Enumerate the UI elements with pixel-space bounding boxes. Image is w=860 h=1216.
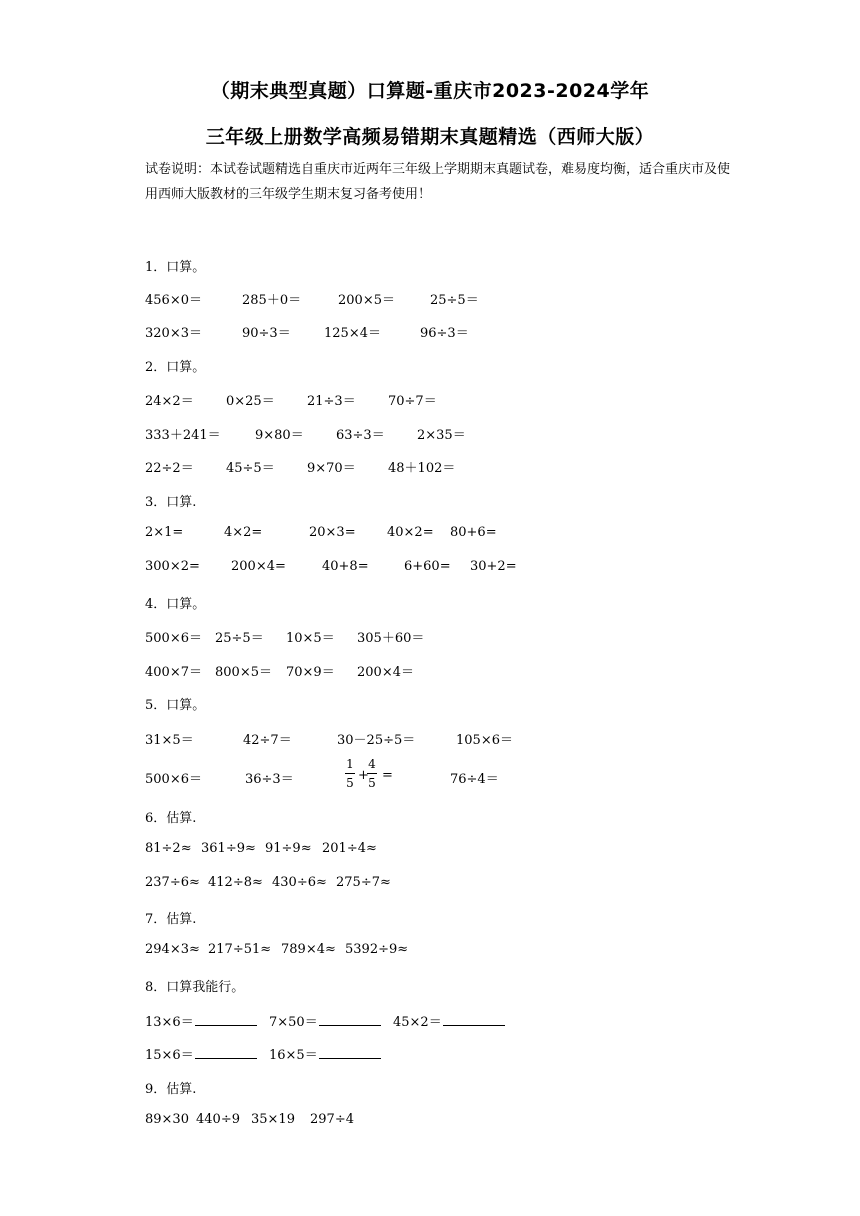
question-9-label: 9．估算.: [145, 1082, 197, 1097]
problem: 320×3＝: [145, 326, 202, 341]
fraction-bar: [367, 773, 377, 774]
problem: 2×1=: [145, 525, 184, 540]
answer-blank[interactable]: [319, 1046, 381, 1059]
problem: 4×2=: [224, 525, 263, 540]
problem: 45×2＝: [393, 1011, 505, 1030]
problem: 217÷51≈: [208, 942, 272, 957]
problem: 200×4=: [231, 559, 286, 574]
problem: 285＋0＝: [242, 293, 302, 308]
problem: 6+60=: [404, 559, 451, 574]
problem: 40×2=: [387, 525, 434, 540]
problem: 30+2=: [470, 559, 517, 574]
problem: 25÷5＝: [215, 631, 264, 646]
numerator: 4: [368, 757, 376, 771]
problem: 70×9＝: [286, 665, 335, 680]
answer-blank[interactable]: [319, 1013, 381, 1026]
denominator: 5: [346, 776, 354, 790]
problem: 9×80＝: [255, 428, 304, 443]
problem: 0×25＝: [226, 394, 275, 409]
answer-blank[interactable]: [195, 1046, 257, 1059]
problem: 42÷7＝: [243, 733, 292, 748]
exam-intro: 试卷说明：本试卷试题精选自重庆市近两年三年级上学期期末真题试卷，难易度均衡，适合重庆市及使用西师大版教材的三年级学生期末复习备考使用！: [145, 162, 731, 202]
problem: 789×4≈: [281, 942, 336, 957]
problem: 7×50＝: [269, 1011, 381, 1030]
fraction-1-5: [345, 757, 355, 790]
fraction-bar: [345, 773, 355, 774]
problem: 800×5＝: [215, 665, 272, 680]
question-8-label: 8．口算我能行。: [145, 980, 245, 995]
problem: 48＋102＝: [388, 461, 456, 476]
question-1-label: 1．口算。: [145, 260, 206, 275]
question-2-label: 2．口算。: [145, 360, 206, 375]
problem: 105×6＝: [456, 733, 513, 748]
problem: 80+6=: [450, 525, 497, 540]
equals-sign: =: [382, 768, 393, 783]
plus-sign: +: [358, 768, 369, 783]
problem: 20×3=: [309, 525, 356, 540]
problem: 237÷6≈: [145, 875, 200, 890]
question-6-label: 6．估算.: [145, 811, 197, 826]
problem: 300×2=: [145, 559, 200, 574]
problem: 22÷2＝: [145, 461, 194, 476]
problem: 15×6＝: [145, 1044, 257, 1063]
problem: 40+8=: [322, 559, 369, 574]
fraction-4-5: [367, 757, 377, 790]
problem: 96÷3＝: [420, 326, 469, 341]
problem: 45÷5＝: [226, 461, 275, 476]
problem: 30－25÷5＝: [337, 733, 416, 748]
title-line-2: 三年级上册数学高频易错期末真题精选（西师大版）: [205, 126, 655, 148]
problem: 500×6＝: [145, 772, 202, 787]
problem: 89×30: [145, 1112, 189, 1127]
problem: 31×5＝: [145, 733, 194, 748]
problem: 70÷7＝: [388, 394, 437, 409]
problem: 297÷4: [310, 1112, 354, 1127]
question-4-label: 4．口算。: [145, 597, 206, 612]
problem: 456×0＝: [145, 293, 202, 308]
problem: 361÷9≈: [201, 841, 256, 856]
answer-blank[interactable]: [443, 1013, 505, 1026]
problem: 81÷2≈: [145, 841, 192, 856]
problem: 24×2＝: [145, 394, 194, 409]
problem: 90÷3＝: [242, 326, 291, 341]
problem: 412÷8≈: [208, 875, 263, 890]
problem: 430÷6≈: [272, 875, 327, 890]
problem: 200×4＝: [357, 665, 414, 680]
problem: 63÷3＝: [336, 428, 385, 443]
problem: 13×6＝: [145, 1011, 257, 1030]
problem: 440÷9: [196, 1112, 240, 1127]
problem: 91÷9≈: [265, 841, 312, 856]
numerator: 1: [346, 757, 354, 771]
problem: 305＋60＝: [357, 631, 425, 646]
problem: 400×7＝: [145, 665, 202, 680]
title-line-1: （期末典型真题）口算题-重庆市2023-2024学年: [210, 80, 650, 102]
problem: 76÷4＝: [450, 772, 499, 787]
question-5-label: 5．口算。: [145, 698, 206, 713]
problem: 500×6＝: [145, 631, 202, 646]
problem: 5392÷9≈: [345, 942, 409, 957]
denominator: 5: [368, 776, 376, 790]
question-7-label: 7．估算.: [145, 912, 197, 927]
problem: 333＋241＝: [145, 428, 221, 443]
problem: 35×19: [251, 1112, 295, 1127]
problem: 294×3≈: [145, 942, 200, 957]
problem: 25÷5＝: [430, 293, 479, 308]
problem: 21÷3＝: [307, 394, 356, 409]
problem: 36÷3＝: [245, 772, 294, 787]
question-3-label: 3．口算.: [145, 495, 197, 510]
problem: 16×5＝: [269, 1044, 381, 1063]
problem: 10×5＝: [286, 631, 335, 646]
answer-blank[interactable]: [195, 1013, 257, 1026]
problem: 200×5＝: [338, 293, 395, 308]
problem: 275÷7≈: [336, 875, 391, 890]
problem: 2×35＝: [417, 428, 466, 443]
problem: 201÷4≈: [322, 841, 377, 856]
problem: 9×70＝: [307, 461, 356, 476]
problem: 125×4＝: [324, 326, 381, 341]
